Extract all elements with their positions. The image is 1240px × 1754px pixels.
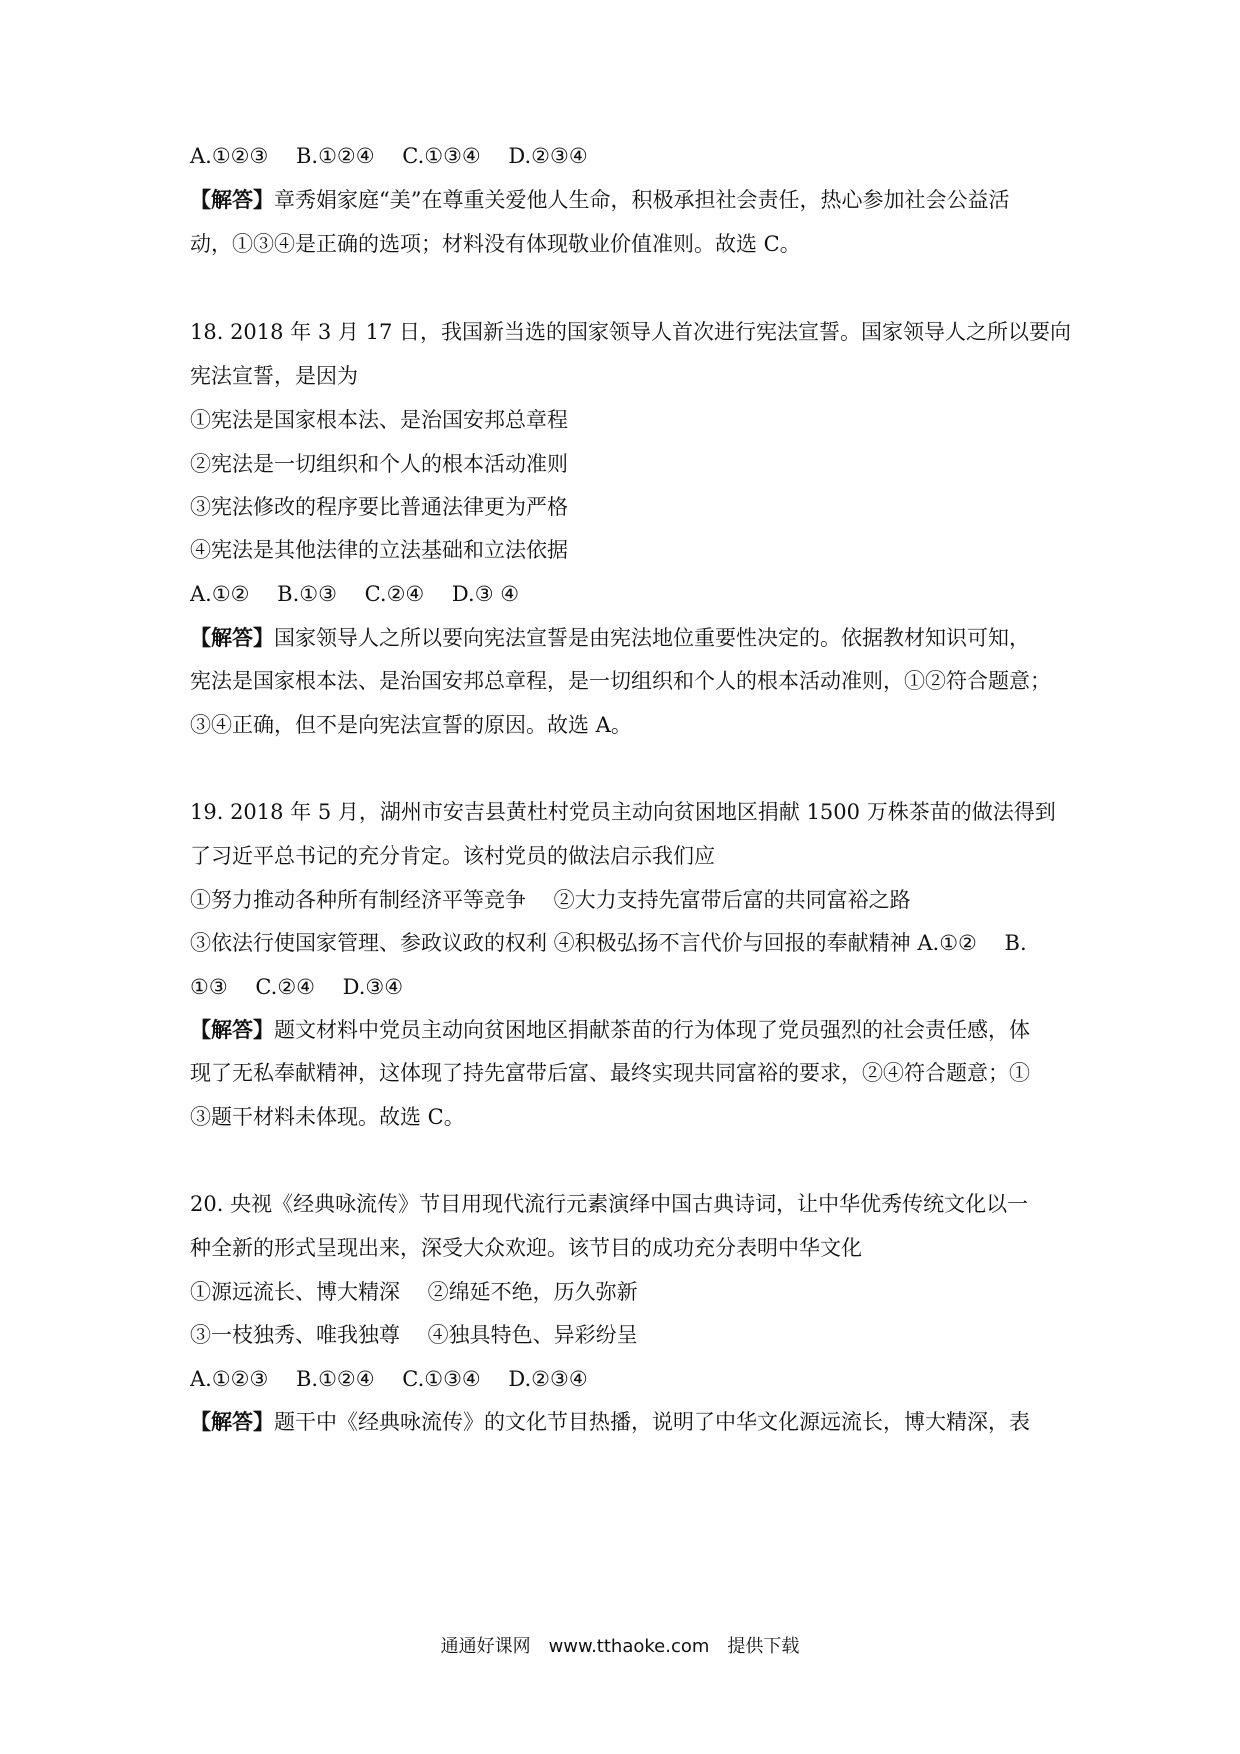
answer-tag: 【解答】 [190,187,274,212]
q18-item-4: ④宪法是其他法律的立法基础和立法依据 [190,538,568,562]
q19-answer-text-2: 现了无私奉献精神，这体现了持先富带后富、最终实现共同富裕的要求，②④符合题意；① [190,1061,1030,1085]
q18-stem-2: 宪法宣誓，是因为 [190,364,358,388]
q19-answer-text-1: 题文材料中党员主动向贫困地区捐献茶苗的行为体现了党员强烈的社会责任感，体 [274,1018,1030,1042]
q20-items-1: ①源远流长、博大精深 ②绵延不绝，历久弥新 [190,1280,638,1304]
q18-answer-text-1: 国家领导人之所以要向宪法宣誓是由宪法地位重要性决定的。依据教材知识可知， [274,626,1030,650]
q19-stem-2: 了习近平总书记的充分肯定。该村党员的做法启示我们应 [190,844,715,868]
q18-item-1: ①宪法是国家根本法、是治国安邦总章程 [190,408,568,432]
q17-answer-text-1: 章秀娟家庭“美”在尊重关爱他人生命，积极承担社会责任，热心参加社会公益活 [274,188,1010,212]
q17-answer-text-2: 动，①③④是正确的选项；材料没有体现敬业价值准则。故选 C。 [190,232,801,256]
q20-answer-text-1: 题干中《经典咏流传》的文化节目热播，说明了中华文化源远流长，博大精深，表 [274,1410,1030,1434]
q19-items-1: ①努力推动各种所有制经济平等竞争 ②大力支持先富带后富的共同富裕之路 [190,888,911,912]
q19-answer-line [190,1015,1030,1045]
q18-answer-text-2: 宪法是国家根本法、是治国安邦总章程，是一切组织和个人的根本活动准则，①②符合题意； [190,669,1051,693]
q20-answer-line [190,1407,1030,1437]
q19-items-3: ①③ C.②④ D.③④ [190,975,404,999]
q18-answer-text-3: ③④正确，但不是向宪法宣誓的原因。故选 A。 [190,713,632,737]
q19-stem-1: 19. 2018 年 5 月，湖州市安吉县黄杜村党员主动向贫困地区捐献 1500 万株茶苗的做法得到 [190,800,1056,824]
q20-stem-1: 20. 央视《经典咏流传》节目用现代流行元素演绎中国古典诗词，让中华优秀传统文化以一 [190,1192,1029,1216]
q19-items-2: ③依法行使国家管理、参政议政的权利 ④积极弘扬不言代价与回报的奉献精神 A.①② B. [190,931,1027,955]
q17-answer-line [190,185,1009,215]
page-footer: 通通好课网 www.tthaoke.com 提供下载 [440,1636,800,1657]
q18-options: A.①② B.①③ C.②④ D.③ ④ [190,582,520,606]
q20-stem-2: 种全新的形式呈现出来，深受大众欢迎。该节目的成功充分表明中华文化 [190,1236,862,1260]
answer-tag: 【解答】 [190,625,274,650]
q20-options: A.①②③ B.①②④ C.①③④ D.②③④ [190,1367,588,1391]
q17-options: A.①②③ B.①②④ C.①③④ D.②③④ [190,144,588,168]
q18-stem-1: 18. 2018 年 3 月 17 日，我国新当选的国家领导人首次进行宪法宣誓。国家领导人之所以要向 [190,320,1071,344]
q20-items-2: ③一枝独秀、唯我独尊 ④独具特色、异彩纷呈 [190,1323,638,1347]
q18-answer-line [190,623,1030,653]
answer-tag: 【解答】 [190,1017,274,1042]
answer-tag: 【解答】 [190,1409,274,1434]
q18-item-3: ③宪法修改的程序要比普通法律更为严格 [190,495,568,519]
q18-item-2: ②宪法是一切组织和个人的根本活动准则 [190,452,568,476]
q19-answer-text-3: ③题干材料未体现。故选 C。 [190,1105,465,1129]
